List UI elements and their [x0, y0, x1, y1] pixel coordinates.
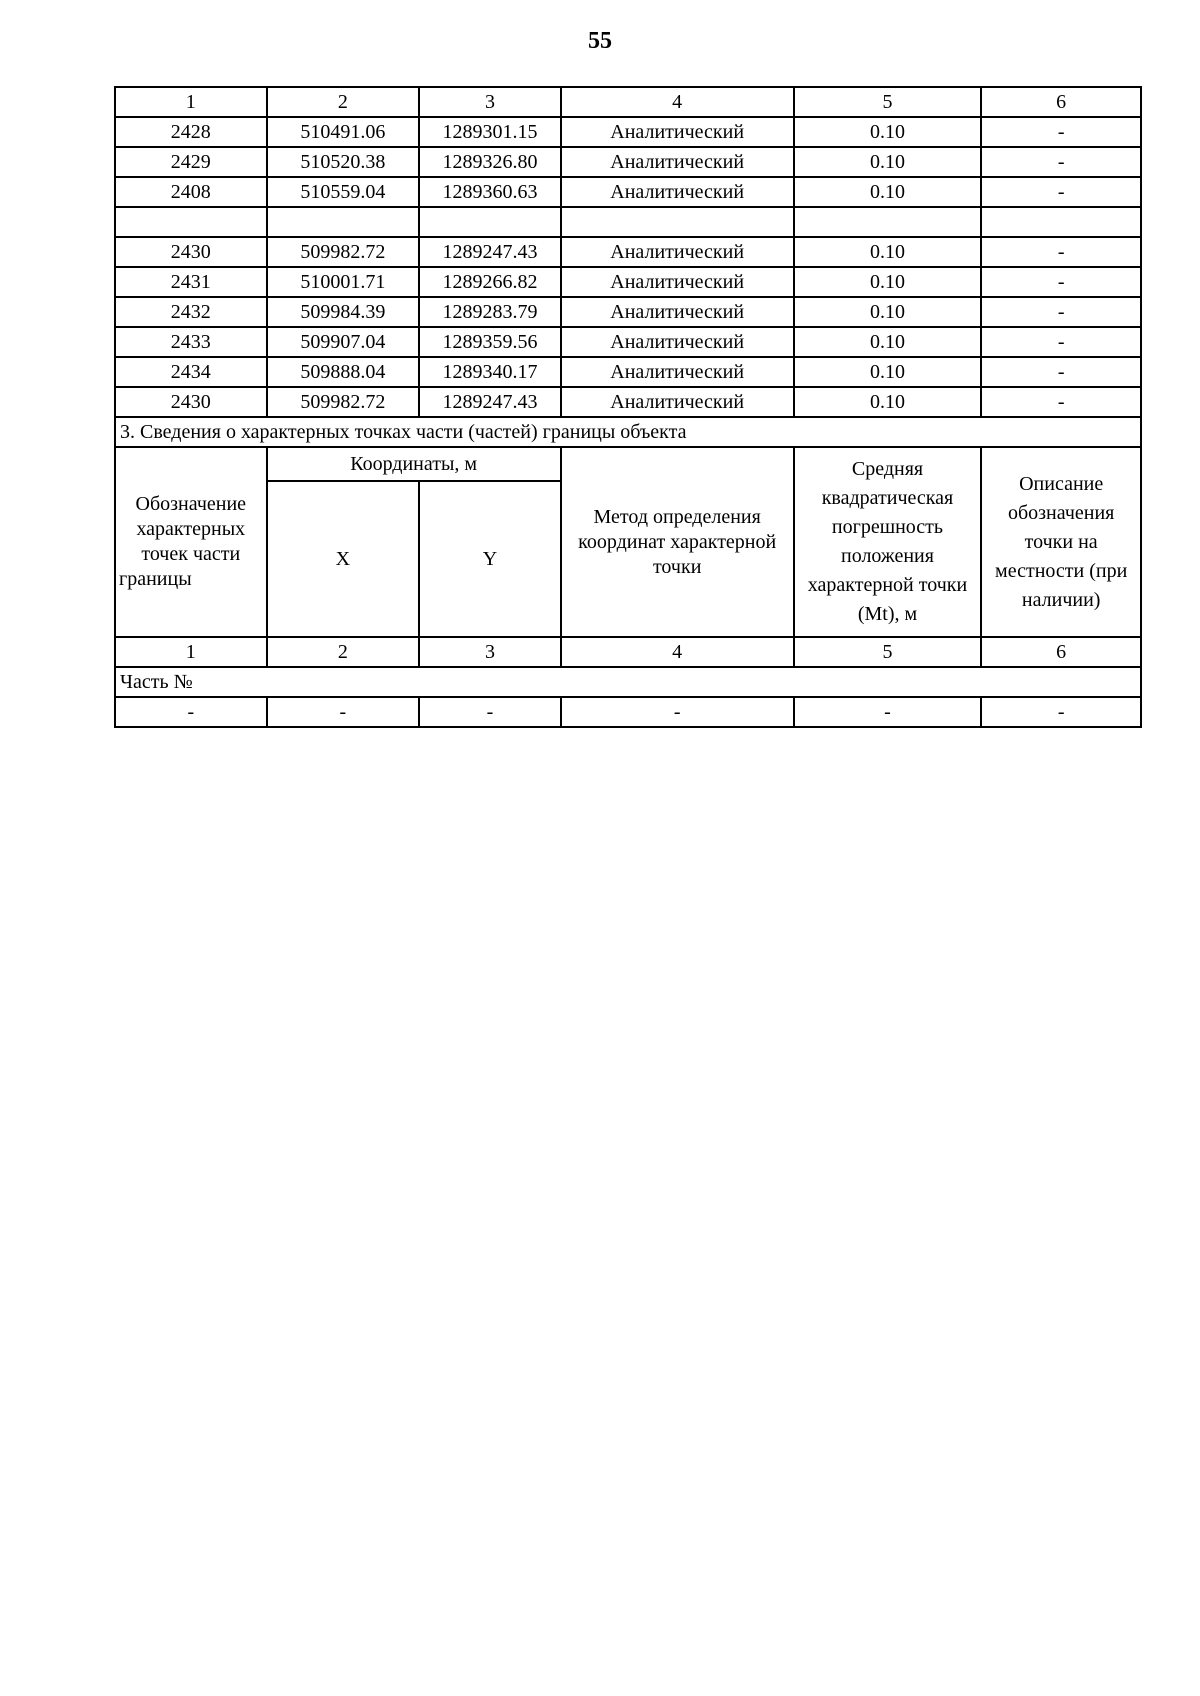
table-cell	[561, 207, 794, 237]
table-cell: 510491.06	[267, 117, 420, 147]
method-header: Метод определения координат характерной точки	[561, 447, 794, 637]
table-cell: 1289360.63	[419, 177, 561, 207]
table-cell: -	[561, 697, 794, 727]
table-cell: 2433	[115, 327, 267, 357]
description-header: Описание обозначения точки на местности (при наличии)	[981, 447, 1141, 637]
col-number: 1	[115, 87, 267, 117]
table-cell: 0.10	[794, 387, 982, 417]
table-cell: -	[794, 697, 982, 727]
table-cell: 509984.39	[267, 297, 420, 327]
table-cell: 509982.72	[267, 237, 420, 267]
col-number: 3	[419, 87, 561, 117]
table-cell: -	[981, 177, 1141, 207]
table-cell: Аналитический	[561, 357, 794, 387]
col-number: 6	[981, 87, 1141, 117]
page-number: 55	[588, 28, 612, 54]
table-cell: 2430	[115, 237, 267, 267]
table-row	[115, 147, 1141, 177]
top-table-body	[115, 87, 1141, 417]
table-cell: 0.10	[794, 327, 982, 357]
section-title: 3. Сведения о характерных точках части (частей) границы объекта	[115, 417, 1141, 447]
y-header: Y	[419, 481, 561, 637]
part-row	[115, 697, 1141, 727]
table-cell: -	[981, 387, 1141, 417]
table-cell: Аналитический	[561, 177, 794, 207]
table-cell: 0.10	[794, 297, 982, 327]
col-number: 2	[267, 87, 420, 117]
table-cell: Аналитический	[561, 297, 794, 327]
table-cell: 2430	[115, 387, 267, 417]
table-cell: 0.10	[794, 267, 982, 297]
table-cell: 509982.72	[267, 387, 420, 417]
table-cell: 2432	[115, 297, 267, 327]
col-number: 5	[794, 637, 982, 667]
table-cell: 509907.04	[267, 327, 420, 357]
col-number: 3	[419, 637, 561, 667]
col-number: 5	[794, 87, 982, 117]
designation-header: Обозначение характерных точек части границы	[115, 447, 267, 637]
table-cell	[267, 207, 420, 237]
part-label: Часть №	[115, 667, 1141, 697]
table-cell: 2429	[115, 147, 267, 177]
table-cell: -	[981, 327, 1141, 357]
column-number-row	[115, 87, 1141, 117]
table-cell: 510520.38	[267, 147, 420, 177]
section3-column-number-row	[115, 637, 1141, 667]
table-cell: -	[981, 117, 1141, 147]
table-cell: 1289247.43	[419, 387, 561, 417]
col-number: 6	[981, 637, 1141, 667]
table-cell	[115, 207, 267, 237]
table-cell	[419, 207, 561, 237]
table-cell: -	[981, 147, 1141, 177]
table-cell: 1289326.80	[419, 147, 561, 177]
table-row	[115, 207, 1141, 237]
table-row	[115, 297, 1141, 327]
col-number: 4	[561, 87, 794, 117]
table-cell: 510559.04	[267, 177, 420, 207]
table-cell: -	[981, 237, 1141, 267]
section3-body	[115, 417, 1141, 727]
table-cell: Аналитический	[561, 237, 794, 267]
table-cell: 2428	[115, 117, 267, 147]
table-cell: 2408	[115, 177, 267, 207]
table-cell: 1289359.56	[419, 327, 561, 357]
error-header: Средняя квадратическая погрешность положения характерной точки (Mt), м	[794, 447, 982, 637]
table-row	[115, 387, 1141, 417]
table-cell: 2431	[115, 267, 267, 297]
table-cell: 0.10	[794, 237, 982, 267]
table-row	[115, 177, 1141, 207]
table-cell: 1289283.79	[419, 297, 561, 327]
x-header: X	[267, 481, 420, 637]
table-cell: -	[981, 357, 1141, 387]
col-number: 1	[115, 637, 267, 667]
table-cell: 0.10	[794, 177, 982, 207]
table-cell: 0.10	[794, 147, 982, 177]
coordinates-table	[114, 86, 1142, 728]
table-cell: Аналитический	[561, 147, 794, 177]
table-cell: 509888.04	[267, 357, 420, 387]
col-number: 2	[267, 637, 420, 667]
table-cell: -	[419, 697, 561, 727]
table-cell: Аналитический	[561, 327, 794, 357]
table-cell: 1289340.17	[419, 357, 561, 387]
table-cell: 0.10	[794, 117, 982, 147]
table-row	[115, 117, 1141, 147]
table-cell: -	[981, 267, 1141, 297]
table-cell: 0.10	[794, 357, 982, 387]
table-cell: -	[981, 697, 1141, 727]
table-cell: 1289301.15	[419, 117, 561, 147]
table-cell: 1289266.82	[419, 267, 561, 297]
table-row	[115, 357, 1141, 387]
table-cell: 2434	[115, 357, 267, 387]
table-cell: Аналитический	[561, 387, 794, 417]
table-cell: 510001.71	[267, 267, 420, 297]
table-cell	[981, 207, 1141, 237]
table-cell: -	[267, 697, 420, 727]
table-cell: Аналитический	[561, 267, 794, 297]
table-row	[115, 237, 1141, 267]
table-cell: -	[981, 297, 1141, 327]
col-number: 4	[561, 637, 794, 667]
table-cell: -	[115, 697, 267, 727]
table-cell	[794, 207, 982, 237]
table-row	[115, 327, 1141, 357]
table-cell: Аналитический	[561, 117, 794, 147]
table-row	[115, 267, 1141, 297]
coordinates-header: Координаты, м	[267, 447, 561, 481]
table-cell: 1289247.43	[419, 237, 561, 267]
